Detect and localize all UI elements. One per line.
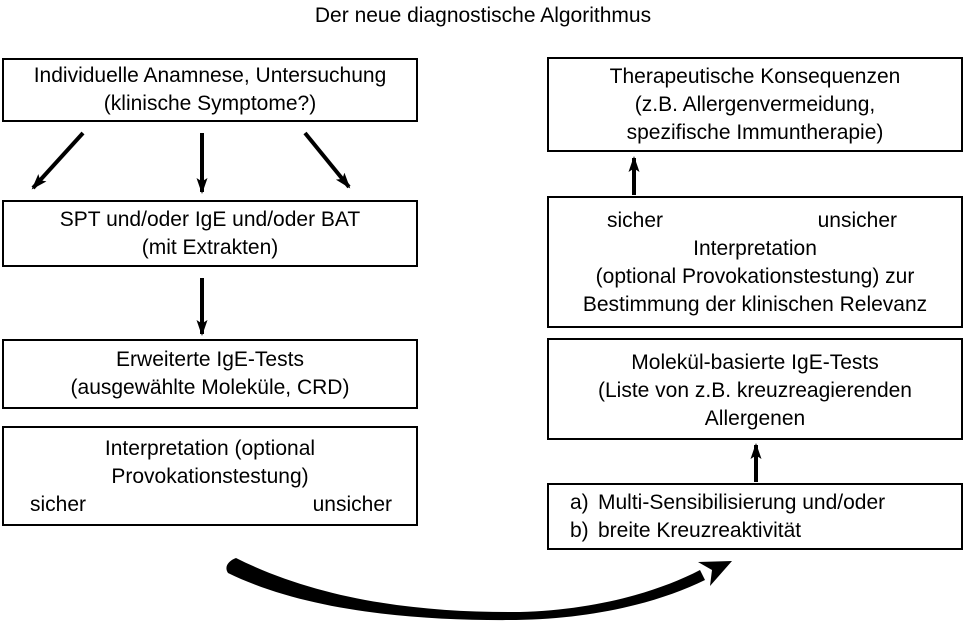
- box-therapie-line2: (z.B. Allergenvermeidung,: [634, 92, 876, 116]
- item-b-text: breite Kreuzreaktivität: [598, 518, 802, 542]
- box-interpretation-rechts: [547, 196, 963, 328]
- item-b-label: b): [570, 518, 589, 542]
- arrow-anamnese-to-spt-right: [305, 133, 349, 187]
- label-sicher-links: sicher: [30, 493, 87, 516]
- curved-arrow-head: [698, 561, 732, 586]
- box-molekuel-line2: (Liste von z.B. kreuzreagierenden: [597, 379, 912, 402]
- label-unsicher-links: unsicher: [312, 493, 392, 516]
- box-erweiterte-line1: Erweiterte IgE-Tests: [116, 348, 304, 371]
- box-spt-line1: SPT und/oder IgE und/oder BAT: [59, 207, 361, 231]
- box-erweiterte-line2: (ausgewählte Moleküle, CRD): [70, 376, 350, 399]
- box-interpretation-links-line1: Interpretation (optional: [104, 437, 316, 460]
- box-molekuel-basierte-ige-tests: [547, 338, 963, 440]
- label-unsicher-rechts: unsicher: [817, 209, 897, 232]
- box-interpretation-links-line2: Provokationstestung): [111, 465, 309, 488]
- box-therapeutische-konsequenzen: [547, 57, 963, 152]
- arrow-anamnese-to-spt-left: [33, 133, 83, 188]
- item-a-label: a): [570, 490, 589, 514]
- box-erweiterte-ige-tests: [2, 339, 418, 409]
- box-interpretation-rechts-line2: Interpretation: [693, 237, 817, 260]
- box-molekuel-line1: Molekül-basierte IgE-Tests: [631, 351, 879, 374]
- item-a-text: Multi-Sensibilisierung und/oder: [598, 490, 886, 514]
- box-interpretation-links: [2, 426, 418, 526]
- box-multi-sensibilisierung: [547, 483, 963, 550]
- box-therapie-line3: spezifische Immuntherapie): [626, 120, 884, 144]
- box-interpretation-rechts-line3: (optional Provokationstestung) zur: [595, 265, 915, 288]
- curved-arrow-tail: [226, 558, 705, 620]
- box-anamnese-line1: Individuelle Anamnese, Untersuchung: [33, 64, 387, 87]
- box-molekuel-line3: Allergenen: [704, 407, 806, 430]
- box-therapie-line1: Therapeutische Konsequenzen: [609, 64, 901, 88]
- box-spt-ige-bat: [2, 200, 418, 267]
- box-spt-line2: (mit Extrakten): [141, 235, 279, 259]
- diagram-title: Der neue diagnostische Algorithmus: [314, 4, 652, 27]
- box-interpretation-rechts-line4: Bestimmung der klinischen Relevanz: [582, 293, 928, 316]
- label-sicher-rechts: sicher: [607, 209, 664, 232]
- box-anamnese: [2, 58, 418, 122]
- box-anamnese-line2: (klinische Symptome?): [103, 92, 317, 115]
